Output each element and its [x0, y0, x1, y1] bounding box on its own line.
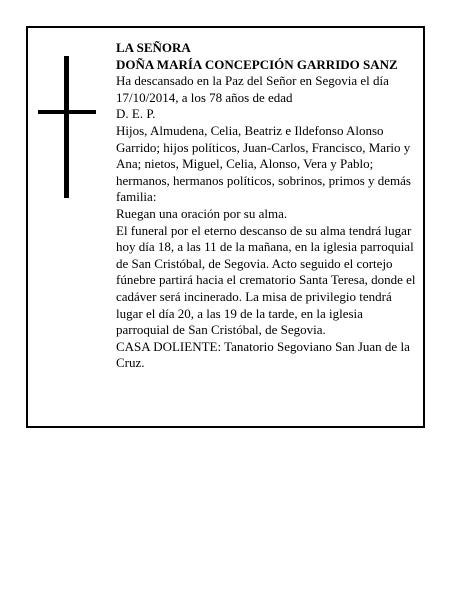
notice-title: LA SEÑORA [116, 40, 191, 55]
obituary-notice [26, 26, 425, 428]
cross-icon [38, 56, 96, 198]
family-list: Hijos, Almudena, Celia, Beatriz e Ildefonso Alonso Garrido; hijos políticos, Juan-Carlos, Francisco, Mario y Ana; nietos, Miguel, Celia, Alonso, Vera y Pablo; hermanos, hermanos políticos, sobrinos, primos y demás familia: [116, 122, 411, 205]
mourning-house: CASA DOLIENTE: Tanatorio Segoviano San Juan de la Cruz. [116, 338, 410, 371]
cross-vertical-bar [64, 56, 69, 198]
prayer-request: Ruegan una oración por su alma. [116, 205, 288, 221]
deceased-name: DOÑA MARÍA CONCEPCIÓN GARRIDO SANZ [116, 56, 398, 72]
funeral-details: El funeral por el eterno descanso de su alma tendrá lugar hoy día 18, a las 11 de la mañana, en la iglesia parroquial de San Cristóbal, de Segovia. Acto seguido el cortejo fúnebre partirá hacia el crematorio Santa Teresa, donde el cadáver será incinerado. La misa de privilegio tendrá lugar el día 20, a las 19 de la tarde, en la iglesia parroquial de San Cristóbal, de Segovia. [116, 222, 416, 338]
cross-horizontal-bar [38, 110, 96, 114]
death-info: Ha descansado en la Paz del Señor en Segovia el día 17/10/2014, a los 78 años de edad [116, 73, 389, 105]
obituary-text [116, 40, 418, 372]
rip-line: D. E. P. [116, 106, 156, 122]
